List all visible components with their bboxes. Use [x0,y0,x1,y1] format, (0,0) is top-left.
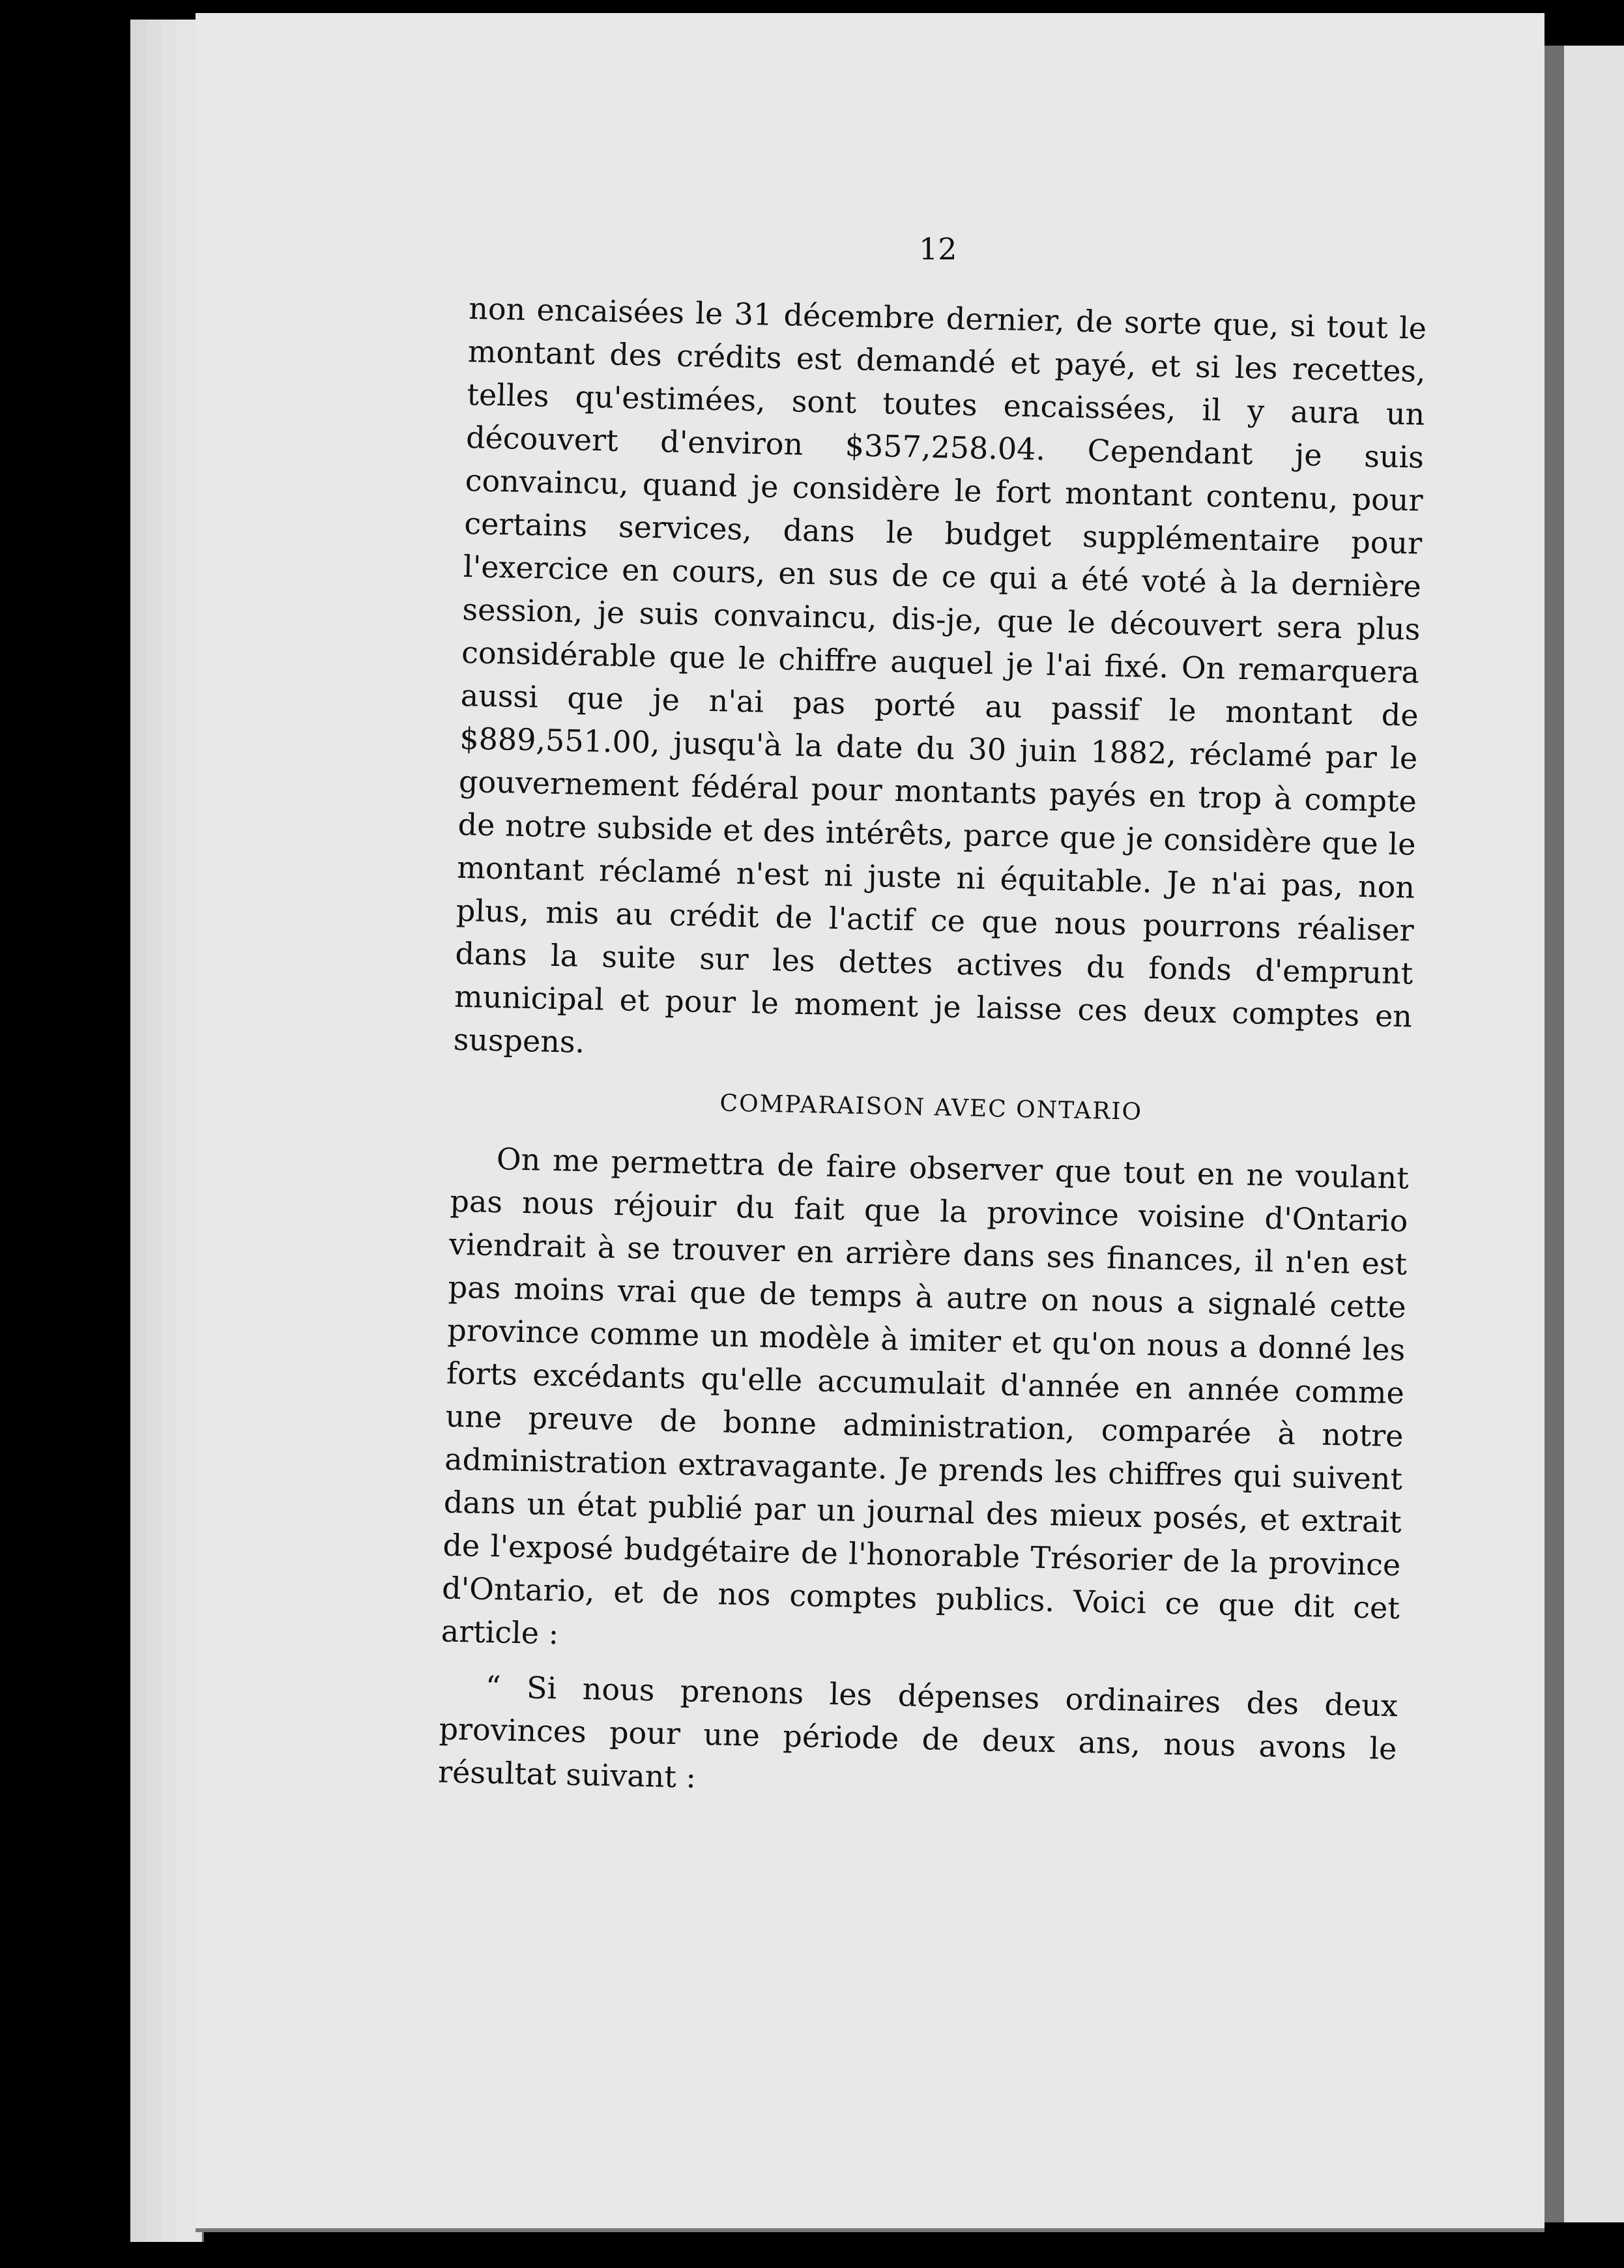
page-body [438,287,1427,1813]
section-heading: COMPARAISON AVEC ONTARIO [719,1090,1143,1126]
quote-paragraph: “ Si nous prenons les dépenses ordinaires des deux provinces pour une période de deux ans, nous avons le résultat suivant : [437,1669,1399,1795]
page-number: 12 [919,231,957,267]
paragraph: On me permettra de faire observer que tout en ne voulant pas nous réjouir du fait que la province voisine d'Ontario viendrait à se trouver en arrière dans ses finances, il n'en est pas moins vrai que de temps à autre on nous a signalé cette province comme un modèle à imiter et qu'on nous a donné les forts excédants qu'elle accumulait d'année en année comme une preuve de bonne administration, comparée à notre administration extravagante. Je prends les chiffres qui suivent dans un état publié par un journal des mieux posés, et extrait de l'exposé budgétaire de l'honorable Trésorier de la province d'Ontario, et de nos comptes publics. Voici ce que dit cet article : [441,1141,1410,1651]
paragraph-continued: non encaisées le 31 décembre dernier, de sorte que, si tout le montant des crédits est demandé et payé, et si les recettes, telles qu'estimées, sont toutes encaissées, il y aura un découvert d'environ $357,258.04. Cependant je suis convaincu, quand je considère le fort montant contenu, pour certains services, dans le budget supplémentaire pour l'exercice en cours, en sus de ce qui a été voté à la dernière session, je suis convaincu, dis-je, que le découvert sera plus considérable que le chiffre auquel je l'ai fixé. On remarquera aussi que je n'ai pas porté au passif le montant de $889,551.00, jusqu'à la date du 30 juin 1882, réclamé par le gouvernement fédéral pour montants payés en trop à compte de notre subside et des intérêts, parce que je considère que le montant réclamé n'est ni juste ni équitable. Je n'ai pas, non plus, mis au crédit de l'actif ce que nous pourrons réaliser dans la suite sur les dettes actives du fonds d'emprunt municipal et pour le moment je laisse ces deux comptes en suspens. [453,290,1427,1060]
facing-page-edge [1564,46,1624,2222]
binding-shadow [1544,46,1564,2222]
